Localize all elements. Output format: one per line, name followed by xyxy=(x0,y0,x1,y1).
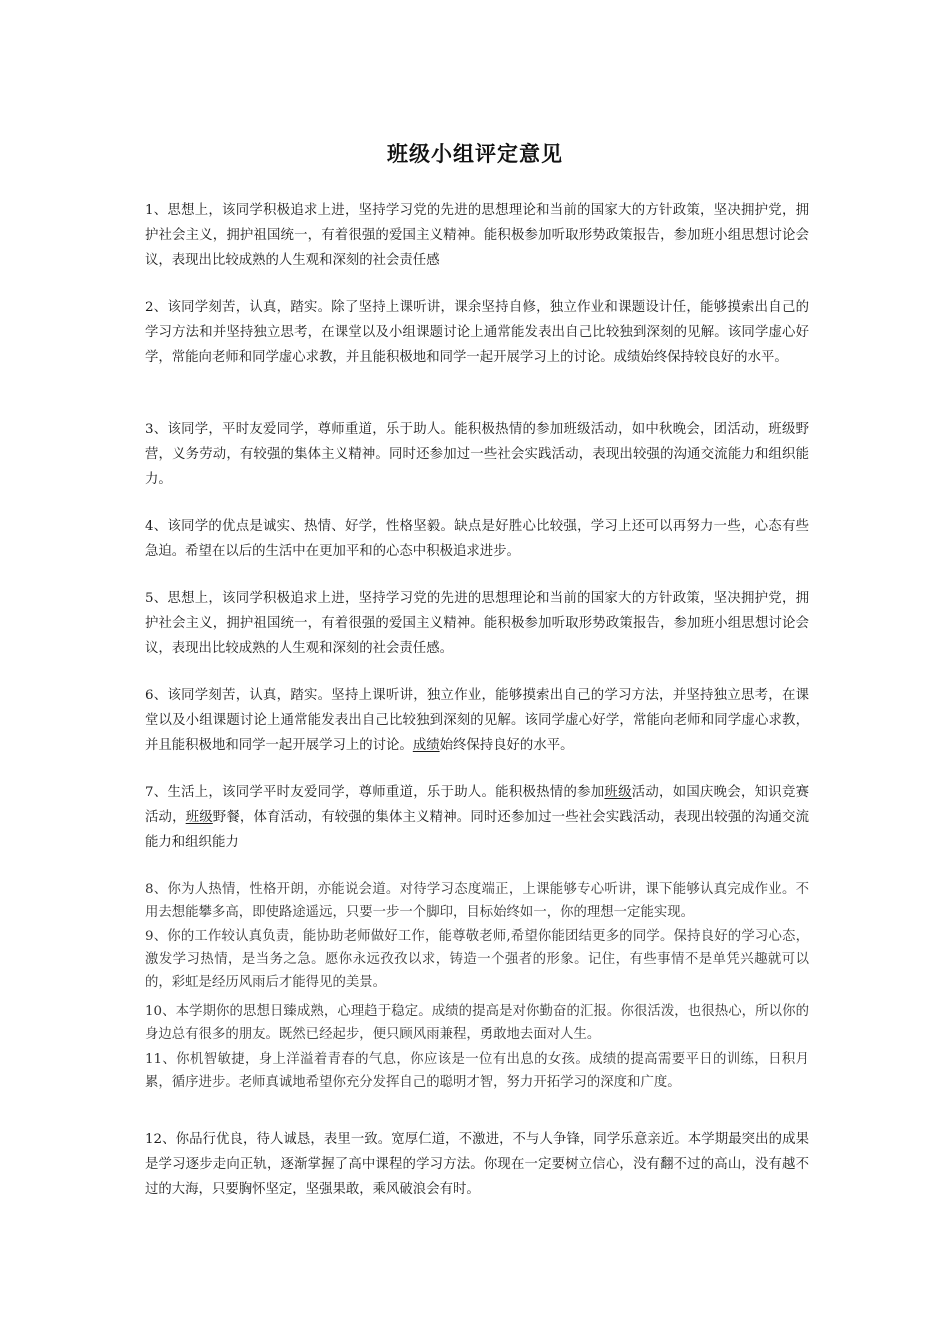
paragraph-10-text: 10、本学期你的思想日臻成熟，心理趋于稳定。成绩的提高是对你勤奋的汇报。你很活泼，也很热心，所以你的身边总有很多的朋友。既然已经起步，便只顾风雨兼程，勇敢地去面对人生。 xyxy=(145,1004,809,1042)
paragraph-7-underlined-term-2: 班级 xyxy=(185,810,213,825)
paragraph-2-text: 2、该同学刻苦，认真，踏实。除了坚持上课听讲，课余坚持自修，独立作业和课题设计任，能够摸索出自己的学习方法和并坚持独立思考，在课堂以及小组课题讨论上通常能发表出自己比较独到深刻的见解。该同学虚心好学，常能向老师和同学虚心求教，并且能积极地和同学一起开展学习上的讨论。成绩始终保持较良好的水平。 xyxy=(145,300,809,365)
paragraph-1 xyxy=(145,198,809,273)
paragraph-8 xyxy=(145,878,809,924)
paragraph-7 xyxy=(145,780,809,855)
paragraph-7-underlined-term-1: 班级 xyxy=(604,785,632,800)
paragraph-3 xyxy=(145,417,809,492)
paragraph-3-text: 3、该同学，平时友爱同学，尊师重道，乐于助人。能积极热情的参加班级活动，如中秋晚会，团活动，班级野营，义务劳动，有较强的集体主义精神。同时还参加过一些社会实践活动，表现出较强的沟通交流能力和组织能力。 xyxy=(145,422,809,487)
paragraph-4-text: 4、该同学的优点是诚实、热情、好学，性格坚毅。缺点是好胜心比较强，学习上还可以再努力一些，心态有些急迫。希望在以后的生活中在更加平和的心态中积极追求进步。 xyxy=(145,519,809,559)
paragraph-12 xyxy=(145,1127,809,1202)
paragraph-5-text: 5、思想上，该同学积极追求上进，坚持学习党的先进的思想理论和当前的国家大的方针政策，坚决拥护党，拥护社会主义，拥护祖国统一，有着很强的爱国主义精神。能积极参加听取形势政策报告，参加班小组思想讨论会议，表现出比较成熟的人生观和深刻的社会责任感。 xyxy=(145,591,809,656)
paragraph-7-text-mid: 活动，如国庆晚会，知识竞赛活动， xyxy=(145,785,809,825)
paragraph-1-text: 1、思想上，该同学积极追求上进，坚持学习党的先进的思想理论和当前的国家大的方针政策，坚决拥护党，拥护社会主义，拥护祖国统一，有着很强的爱国主义精神。能积极参加听取形势政策报告，参加班小组思想讨论会议，表现出比较成熟的人生观和深刻的社会责任感 xyxy=(145,203,809,268)
paragraph-10 xyxy=(145,1000,809,1046)
paragraph-12-text: 12、你品行优良，待人诚恳，表里一致。宽厚仁道，不激进，不与人争锋，同学乐意亲近。本学期最突出的成果是学习逐步走向正轨，逐渐掌握了高中课程的学习方法。你现在一定要树立信心，没有翻不过的高山，没有越不过的大海，只要胸怀坚定，坚强果敢，乘风破浪会有时。 xyxy=(145,1132,809,1197)
paragraph-2 xyxy=(145,295,809,370)
paragraph-9-text: 9、你的工作较认真负责，能协助老师做好工作，能尊敬老师,希望你能团结更多的同学。保持良好的学习心态，激发学习热情，是当务之急。愿你永远孜孜以求，铸造一个强者的形象。记住，有些事情不是单凭兴趣就可以的，彩虹是经历风雨后才能得见的美景。 xyxy=(145,929,809,990)
paragraph-7-text-end: 野餐，体育活动，有较强的集体主义精神。同时还参加过一些社会实践活动，表现出较强的沟通交流能力和组织能力 xyxy=(145,810,810,850)
paragraph-5 xyxy=(145,586,809,661)
document-title: 班级小组评定意见 xyxy=(387,141,563,166)
paragraph-6-underlined-term: 成绩 xyxy=(412,738,440,753)
paragraph-7-text: 7、生活上，该同学平时友爱同学，尊师重道，乐于助人。能积极热情的参加 xyxy=(145,785,605,800)
paragraph-8-text: 8、你为人热情，性格开朗，亦能说会道。对待学习态度端正，上课能够专心听讲，课下能够认真完成作业。不用去想能攀多高，即使路途遥远，只要一步一个脚印，目标始终如一，你的理想一定能实现。 xyxy=(145,882,809,920)
paragraph-11 xyxy=(145,1048,809,1094)
paragraph-9 xyxy=(145,925,809,994)
paragraph-11-text: 11、你机智敏捷，身上洋溢着青春的气息，你应该是一位有出息的女孩。成绩的提高需要平日的训练，日积月累，循序进步。老师真诚地希望你充分发挥自己的聪明才智，努力开拓学习的深度和广度。 xyxy=(145,1052,809,1090)
paragraph-4 xyxy=(145,514,809,564)
paragraph-6-text-end: 始终保持良好的水平。 xyxy=(439,738,574,753)
paragraph-6-text: 6、该同学刻苦，认真，踏实。坚持上课听讲，独立作业，能够摸索出自己的学习方法，并坚持独立思考，在课堂以及小组课题讨论上通常能发表出自己比较独到深刻的见解。该同学虚心好学，常能向老师和同学虚心求教，并且能积极地和同学一起开展学习上的讨论。 xyxy=(145,688,809,753)
paragraph-6 xyxy=(145,683,809,758)
